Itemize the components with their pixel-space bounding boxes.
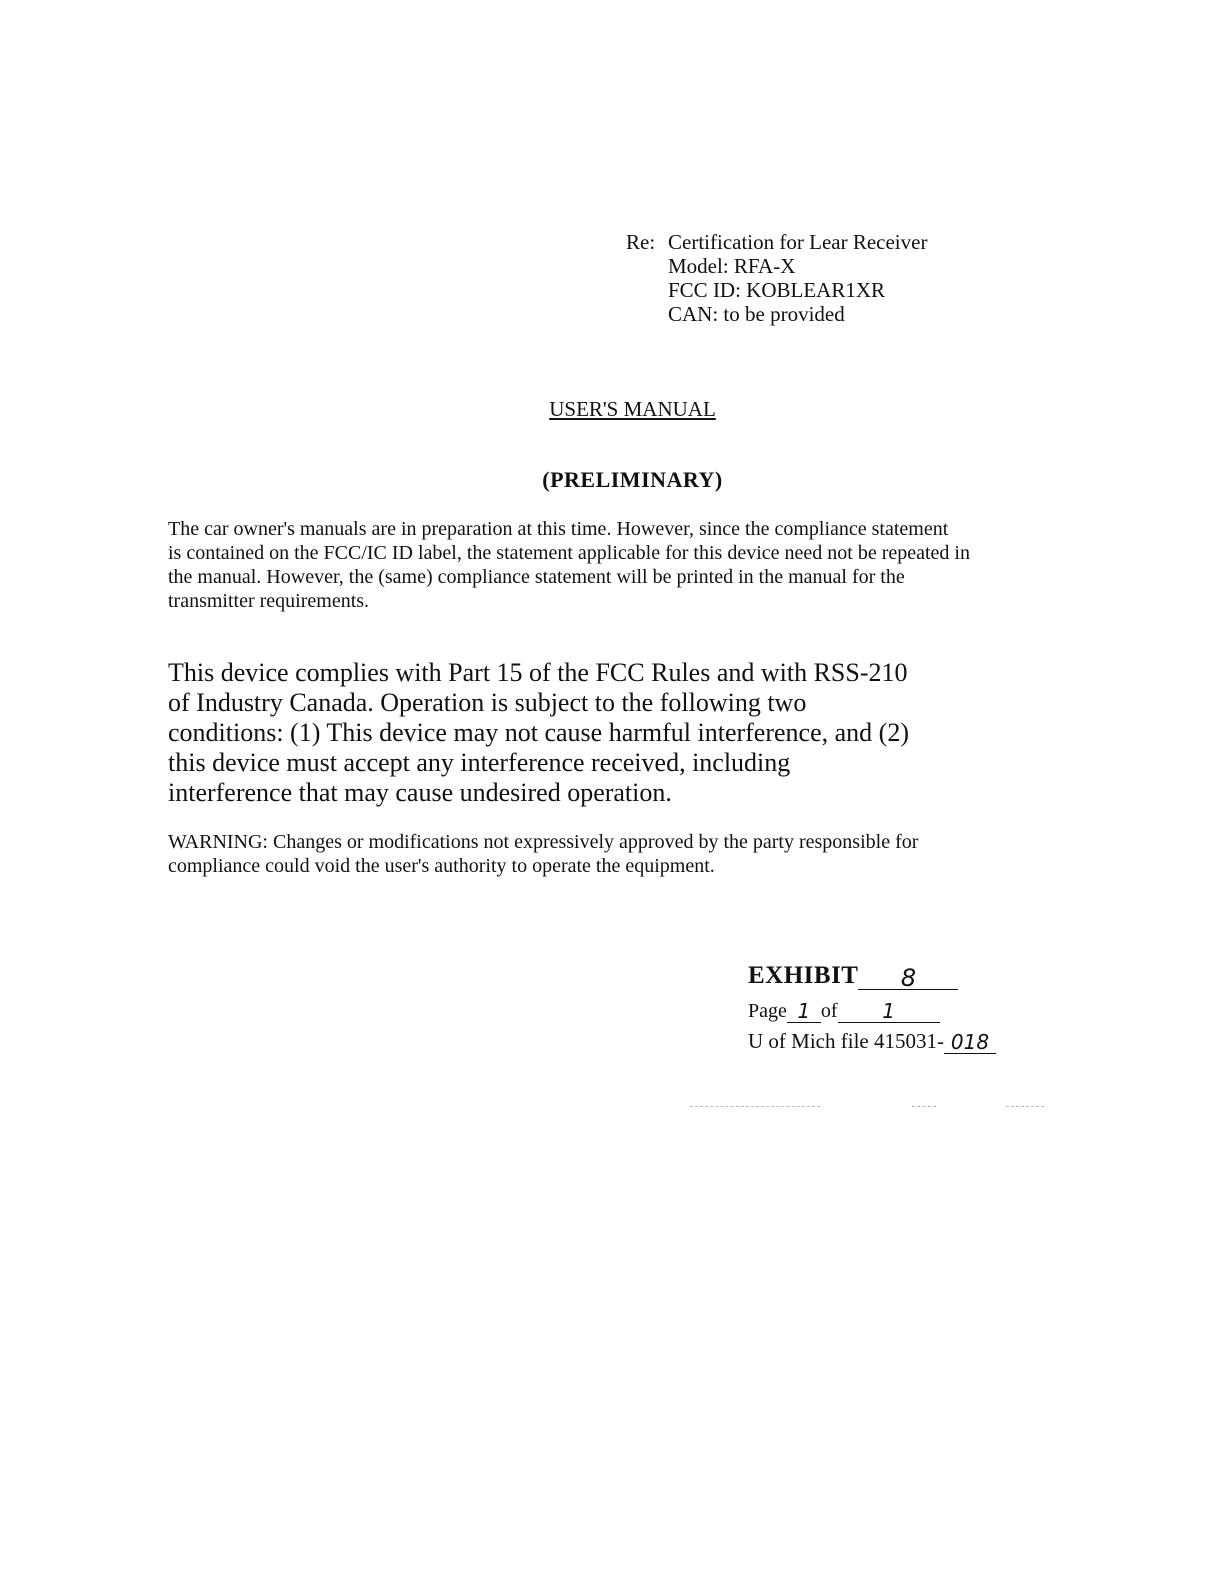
- document-subtitle: (PRELIMINARY): [542, 467, 723, 492]
- intro-line: is contained on the FCC/IC ID label, the statement applicable for this device need not be repeated in: [168, 542, 970, 564]
- intro-line: transmitter requirements.: [168, 590, 370, 612]
- exhibit-file-row: [748, 1029, 1048, 1054]
- reference-subject: Certification for Lear Receiver: [668, 230, 928, 254]
- intro-line: the manual. However, the (same) compliance statement will be printed in the manual for the: [168, 566, 905, 588]
- exhibit-file-label: U of Mich file 415031-: [748, 1029, 944, 1053]
- reference-model: Model: RFA-X: [668, 254, 796, 278]
- exhibit-stamp: [748, 962, 1048, 1054]
- exhibit-row: [748, 962, 1048, 990]
- reference-block: [626, 230, 927, 326]
- compliance-statement: [168, 658, 1008, 808]
- reference-can: CAN: to be provided: [668, 302, 845, 326]
- document-title: USER'S MANUAL: [549, 397, 716, 421]
- compliance-line: of Industry Canada. Operation is subject to the following two: [168, 688, 807, 717]
- exhibit-page-label: Page: [748, 1000, 787, 1022]
- compliance-line: conditions: (1) This device may not cause harmful interference, and (2): [168, 718, 909, 747]
- reference-label: Re:: [626, 230, 656, 254]
- compliance-line: interference that may cause undesired operation.: [168, 778, 672, 807]
- exhibit-page-number: 1: [787, 1000, 821, 1023]
- scan-artifact-line: [912, 1106, 936, 1107]
- exhibit-page-row: [748, 1000, 1048, 1023]
- exhibit-file-suffix: 018: [944, 1031, 996, 1054]
- scan-artifact-line: [690, 1106, 820, 1107]
- exhibit-of-label: of: [820, 1000, 838, 1022]
- exhibit-total-pages: 1: [838, 1000, 940, 1023]
- reference-fcc-id: FCC ID: KOBLEAR1XR: [668, 278, 886, 302]
- reference-row-4: [626, 302, 927, 326]
- exhibit-number: 8: [858, 967, 958, 990]
- warning-line: WARNING: Changes or modifications not expressively approved by the party responsible for: [168, 831, 919, 853]
- compliance-line: This device complies with Part 15 of the FCC Rules and with RSS-210: [168, 658, 908, 687]
- warning-paragraph: [168, 830, 1088, 878]
- scan-artifact-line: [1006, 1106, 1044, 1107]
- intro-paragraph: [168, 517, 1108, 613]
- exhibit-label: EXHIBIT: [748, 962, 859, 989]
- intro-line: The car owner's manuals are in preparation at this time. However, since the compliance statement: [168, 518, 949, 540]
- reference-row-1: [626, 230, 927, 254]
- reference-row-3: [626, 278, 927, 302]
- reference-row-2: [626, 254, 927, 278]
- warning-line: compliance could void the user's authority to operate the equipment.: [168, 855, 715, 877]
- compliance-line: this device must accept any interference received, including: [168, 748, 791, 777]
